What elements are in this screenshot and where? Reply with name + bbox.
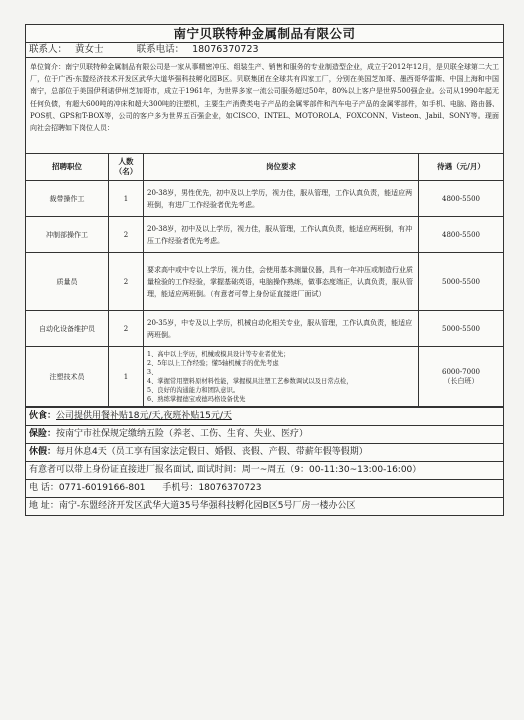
header-count: 人数（名）	[109, 154, 144, 181]
row-position: 冲制部操作工	[26, 217, 109, 253]
meals-text: 公司提供用餐补贴18元/天,夜班补贴15元/天	[56, 411, 232, 421]
address-label: 地 址：	[29, 501, 59, 511]
row-count: 2	[109, 217, 144, 253]
row-pay: 6000-7000	[442, 367, 480, 376]
phone-line	[26, 480, 503, 498]
contact-person: 黄女士	[75, 44, 104, 55]
company-title: 南宁贝联特种金属制品有限公司	[26, 25, 503, 43]
interview-line: 有意者可以带上身份证直接进厂报名面试, 面试时间：周一~周五（9：00-11:30~13:00-16:00）	[26, 462, 503, 480]
row-requirements: 20-35岁，中专及以上学历，机械自动化相关专业，服从管理，工作认真负责，能适应两班倒。	[144, 311, 419, 347]
contact-person-label: 联系人：	[29, 44, 68, 55]
table-row	[26, 347, 503, 407]
contact-phone-label: 联系电话：	[136, 44, 185, 55]
table-header-row	[26, 154, 503, 181]
header-requirements: 岗位要求	[144, 154, 419, 181]
insurance-label: 保险：	[29, 429, 57, 439]
row-count: 1	[109, 347, 144, 407]
phone-label: 电 话：	[29, 483, 59, 493]
mobile-number: 18076370723	[198, 483, 262, 493]
row-position: 裁带操作工	[26, 181, 109, 217]
row-position: 自动化设备维护员	[26, 311, 109, 347]
row-count: 2	[109, 253, 144, 311]
insurance-line	[26, 426, 503, 444]
contact-line	[26, 43, 503, 58]
header-position: 招聘职位	[26, 154, 109, 181]
row-pay-note: （长白班）	[443, 376, 479, 385]
header-pay: 待遇（元/月）	[419, 154, 504, 181]
row-pay: 4800-5500	[419, 217, 504, 253]
row-requirements: 20-38岁，初中及以上学历，视力佳，服从管理，工作认真负责，能适应两班倒，有冲压工作经验者优先考虑。	[144, 217, 419, 253]
row-pay: 5000-5500	[419, 253, 504, 311]
meals-label: 伙食：	[29, 411, 57, 421]
rest-line	[26, 444, 503, 462]
address-line	[26, 498, 503, 515]
jobs-table-wrap	[26, 154, 503, 408]
jobs-table	[26, 154, 503, 407]
company-intro: 单位简介：南宁贝联特种金属制品有限公司是一家从事精密冲压、组装生产、销售和服务的专业制造型企业，成立于2012年12月，是贝联全球第二大工厂，位于广西-东盟经济技术开发区武华大道华强科技孵化园B区。贝联集团在全球共有四家工厂，分别在美国芝加哥、墨西哥华雷斯、中国上海和中国南宁，总部位于美国伊利诺伊州芝加哥市，成立于1961年，为世界多家一流公司服务超过50年，80%以上客户是世界500强企业。公司从1990年起无任何负债，有超大600吨的冲床和超大300吨的注塑机，主要生产消费类电子产品的金属零部件和汽车电子产品的金属零部件，如手机、电脑、路由器、POS机、GPS和T-BOX等，公司的客户多为世界五百强企业，如CISCO、INTEL、MOTOROLA、FOXCONN、Visteon、Jabil、SONY等。现面向社会招聘如下岗位人员：	[26, 58, 503, 154]
table-row	[26, 217, 503, 253]
address-text: 南宁-东盟经济开发区武华大道35号华强科技孵化园B区5号厂房一楼办公区	[58, 501, 356, 511]
row-pay: 5000-5500	[419, 311, 504, 347]
table-row	[26, 181, 503, 217]
table-row	[26, 253, 503, 311]
row-count: 1	[109, 181, 144, 217]
contact-phone: 18076370723	[192, 44, 259, 55]
row-requirements: 1、高中以上学历，机械或模具设计等专业者优先； 2、5年以上工作经验；懂5轴机械手的优先考虑 3、 4、掌握常用塑料原材料性能，掌握模具注塑工艺参数调试以及日常点检， 5、良好的沟通能力和团队意识。 6、熟练掌握德宝或德玛格设备优先	[144, 347, 419, 407]
row-requirements: 20-38岁，男性优先，初中及以上学历，视力佳，服从管理，工作认真负责，能适应两班倒，有进厂工作经验者优先考虑。	[144, 181, 419, 217]
row-pay-cell	[419, 347, 504, 407]
table-row	[26, 311, 503, 347]
row-requirements: 要求高中或中专以上学历，视力佳，会使用基本测量仪器，具有一年冲压或制造行业质量检验的工作经验，掌握基础英语，电脑操作熟练，做事态度端正，认真负责，服从管理，能适应两班倒。（有意者可带上身份证直接进厂面试）	[144, 253, 419, 311]
insurance-text: 按南宁市社保规定缴纳五险（养老、工伤、生育、失业、医疗）	[56, 429, 309, 439]
landline-number: 0771-6019166-801	[58, 483, 146, 493]
row-position: 注塑技术员	[26, 347, 109, 407]
meals-line	[26, 408, 503, 426]
row-count: 2	[109, 311, 144, 347]
recruitment-sheet	[25, 24, 504, 516]
row-pay: 4800-5500	[419, 181, 504, 217]
rest-label: 休假：	[29, 447, 57, 457]
rest-text: 每月休息4天（员工享有国家法定假日、婚假、丧假、产假、带薪年假等假期）	[56, 447, 368, 457]
row-position: 质量员	[26, 253, 109, 311]
mobile-label: 手机号：	[162, 483, 199, 493]
